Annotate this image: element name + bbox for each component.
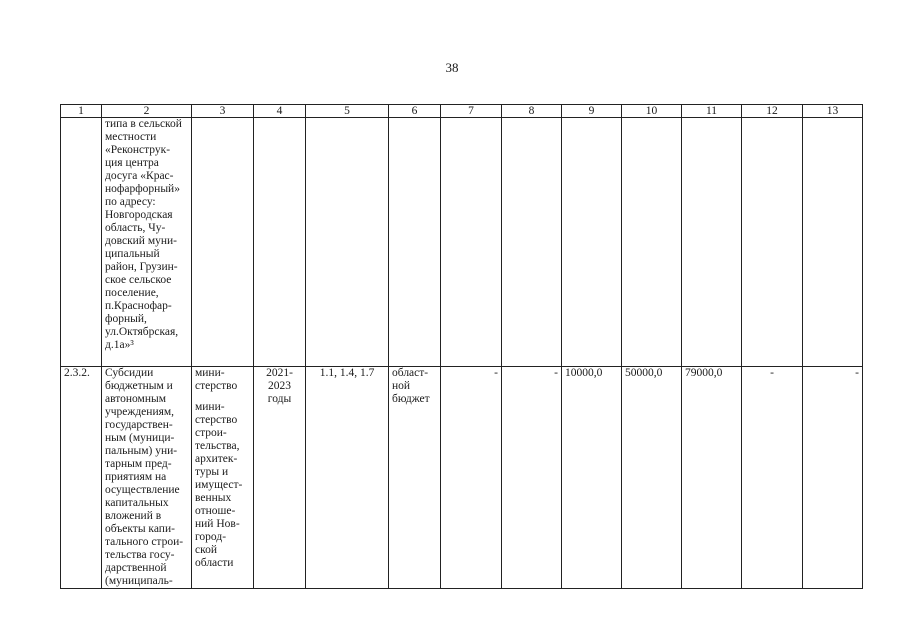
col-header: 9	[562, 105, 622, 118]
cell-source	[389, 118, 441, 367]
col-header: 5	[306, 105, 389, 118]
col-header: 6	[389, 105, 441, 118]
col-header: 10	[622, 105, 682, 118]
cell-value	[562, 118, 622, 367]
cell-value	[622, 118, 682, 367]
cell-number: 2.3.2.	[61, 367, 102, 589]
cell-targets: 1.1, 1.4, 1.7	[306, 367, 389, 589]
cell-executor	[192, 367, 254, 589]
col-header: 13	[803, 105, 863, 118]
cell-value	[441, 118, 502, 367]
cell-period	[254, 118, 306, 367]
page-number: 38	[445, 60, 459, 75]
cell-targets	[306, 118, 389, 367]
cell-value: -	[742, 367, 803, 589]
col-header: 1	[61, 105, 102, 118]
program-table	[60, 104, 863, 589]
col-header: 12	[742, 105, 803, 118]
cell-value	[742, 118, 803, 367]
header-row	[61, 105, 863, 118]
cell-value: 79000,0	[682, 367, 742, 589]
executor-secondary: мини- стерство строи- тельства, архитек- туры и имущест- венных отноше- ний Нов- город- ской области	[195, 401, 243, 569]
table-row	[61, 367, 863, 589]
col-header: 7	[441, 105, 502, 118]
cell-source: област- ной бюджет	[389, 367, 441, 589]
executor-primary: мини- стерство	[195, 367, 238, 392]
cell-executor	[192, 118, 254, 367]
cell-description: Субсидии бюджетным и автономным учреждениям, государствен- ным (муници- пальным) уни- тарным пред- приятиям на осуществление капитальных вложений в объекты капи- тального строи- тельства госу- дарственной (муниципаль-	[102, 367, 192, 589]
cell-value	[682, 118, 742, 367]
cell-value: 50000,0	[622, 367, 682, 589]
cell-description: типа в сельской местности «Реконструк- ция центра досуга «Крас- нофарфорный» по адресу: Новгородская область, Чу- довский муни- ципальный район, Грузин- ское сельское поселение, п.Краснофар- форный, ул.Октябрская, д.1а»³	[102, 118, 192, 367]
col-header: 4	[254, 105, 306, 118]
cell-value: -	[502, 367, 562, 589]
col-header: 11	[682, 105, 742, 118]
cell-value: 10000,0	[562, 367, 622, 589]
col-header: 3	[192, 105, 254, 118]
cell-value: -	[803, 367, 863, 589]
col-header: 2	[102, 105, 192, 118]
col-header: 8	[502, 105, 562, 118]
cell-value	[502, 118, 562, 367]
table-row	[61, 118, 863, 367]
cell-value: -	[441, 367, 502, 589]
cell-period: 2021- 2023 годы	[254, 367, 306, 589]
cell-number	[61, 118, 102, 367]
cell-value	[803, 118, 863, 367]
